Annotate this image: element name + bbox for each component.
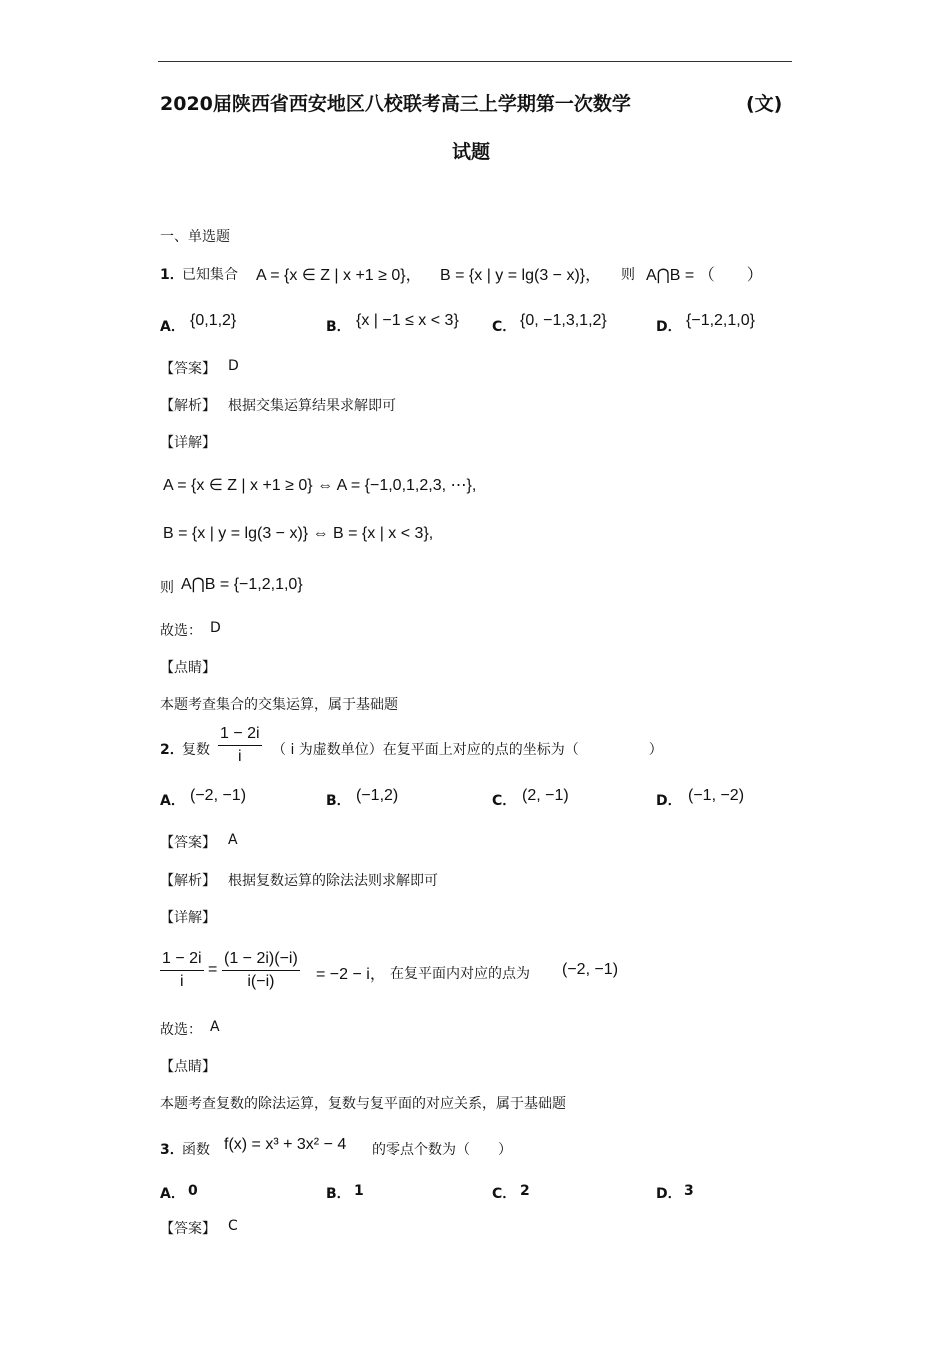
- q1-set-b: B = {x | y = lg(3 − x)}，: [440, 267, 602, 284]
- section-heading: 一、单选题: [160, 229, 230, 245]
- q2-fraction-denominator: i: [238, 748, 242, 765]
- q3-stem-suffix: 的零点个数为（ ）: [372, 1142, 512, 1158]
- q2-option-d-label: D．: [656, 793, 682, 809]
- q1-stem-suffix: 则: [621, 267, 635, 283]
- q2-option-d: (−1, −2): [688, 787, 745, 804]
- q2-option-a: (−2, −1): [190, 787, 247, 804]
- q2-answer: A: [228, 832, 238, 848]
- q3-option-b: 1: [354, 1183, 364, 1199]
- q2-detail-tag: 【详解】: [160, 910, 216, 926]
- q3-function: f(x) = x³ + 3x² − 4: [224, 1136, 347, 1153]
- top-rule: [158, 61, 792, 62]
- q2-comment: 本题考查复数的除法运算，复数与复平面的对应关系，属于基础题: [160, 1096, 566, 1112]
- title-line2: 试题: [452, 141, 491, 163]
- q1-analysis-tag: 【解析】: [160, 398, 216, 414]
- q2-choice: A: [210, 1019, 220, 1035]
- q2-detail-point: (−2, −1): [562, 961, 619, 978]
- q1-step3-prefix: 则: [160, 580, 174, 596]
- q2-detail-fraction-1-numerator: 1 − 2i: [160, 950, 204, 971]
- q2-choice-prefix: 故选：: [160, 1022, 202, 1038]
- q1-number: 1．: [160, 267, 184, 283]
- q3-number: 3．: [160, 1142, 184, 1158]
- title-wen: (文): [746, 93, 783, 115]
- q2-option-b-label: B．: [326, 793, 351, 809]
- q1-option-b-label: B．: [326, 319, 351, 335]
- q1-option-c: {0, −1,3,1,2}: [520, 312, 607, 329]
- q2-option-a-label: A．: [160, 793, 185, 809]
- q2-detail-result: = −2 − i，: [316, 966, 386, 983]
- q2-fraction: [218, 725, 262, 766]
- q1-option-a: {0,1,2}: [190, 312, 237, 329]
- q3-answer: C: [228, 1218, 238, 1234]
- q2-detail-fraction-2: [222, 950, 300, 991]
- q1-option-b: {x | −1 ≤ x < 3}: [356, 312, 459, 329]
- q3-stem-prefix: 函数: [182, 1142, 210, 1158]
- q2-option-c-label: C．: [492, 793, 517, 809]
- q2-option-b: (−1,2): [356, 787, 399, 804]
- q1-detail-tag: 【详解】: [160, 435, 216, 451]
- q1-choice-prefix: 故选：: [160, 623, 202, 639]
- q1-comment: 本题考查集合的交集运算，属于基础题: [160, 697, 398, 713]
- q2-answer-tag: 【答案】: [160, 835, 216, 851]
- q1-answer-tag: 【答案】: [160, 361, 216, 377]
- q3-option-d-label: D．: [656, 1186, 682, 1202]
- q2-number: 2．: [160, 742, 184, 758]
- q1-step2: B = {x | y = lg(3 − x)} ⇔ B = {x | x < 3},: [163, 525, 434, 542]
- q1-option-d-label: D．: [656, 319, 682, 335]
- q2-detail-fraction-1-denominator: i: [180, 973, 184, 990]
- q1-comment-tag: 【点睛】: [160, 660, 216, 676]
- q3-option-d: 3: [684, 1183, 694, 1199]
- q1-set-a: A = {x ∈ Z | x +1 ≥ 0}，: [256, 267, 422, 284]
- q2-fraction-numerator: 1 − 2i: [218, 725, 262, 746]
- q1-stem-prefix: 已知集合: [182, 267, 238, 283]
- q3-option-c: 2: [520, 1183, 530, 1199]
- q3-option-c-label: C．: [492, 1186, 517, 1202]
- q1-ask: A⋂B = （ ）: [646, 267, 763, 284]
- q3-answer-tag: 【答案】: [160, 1221, 216, 1237]
- q2-analysis: 根据复数运算的除法法则求解即可: [228, 873, 438, 889]
- q1-option-d: {−1,2,1,0}: [686, 312, 755, 329]
- q2-analysis-tag: 【解析】: [160, 873, 216, 889]
- q2-option-c: (2, −1): [522, 787, 569, 804]
- q2-detail-text: 在复平面内对应的点为: [390, 966, 530, 982]
- q3-option-b-label: B．: [326, 1186, 351, 1202]
- q2-stem-rest: （ i 为虚数单位）在复平面上对应的点的坐标为（ ）: [272, 742, 663, 758]
- q2-detail-fraction-1: [160, 950, 204, 991]
- q1-option-a-label: A．: [160, 319, 185, 335]
- q1-choice: D: [210, 620, 221, 636]
- q1-step1: A = {x ∈ Z | x +1 ≥ 0} ⇔ A = {−1,0,1,2,3, ⋯},: [163, 477, 477, 494]
- q3-option-a-label: A．: [160, 1186, 185, 1202]
- q2-stem-prefix: 复数: [182, 742, 210, 758]
- q2-detail-fraction-2-numerator: (1 − 2i)(−i): [222, 950, 300, 971]
- title-line1: 2020届陕西省西安地区八校联考高三上学期第一次数学: [160, 93, 631, 115]
- q3-option-a: 0: [188, 1183, 198, 1199]
- q2-detail-equals: =: [208, 961, 218, 978]
- q1-option-c-label: C．: [492, 319, 517, 335]
- q1-answer: D: [228, 358, 239, 374]
- q2-detail-fraction-2-denominator: i(−i): [247, 973, 275, 990]
- q1-step3: A⋂B = {−1,2,1,0}: [181, 576, 303, 593]
- q2-comment-tag: 【点睛】: [160, 1059, 216, 1075]
- q1-analysis: 根据交集运算结果求解即可: [228, 398, 396, 414]
